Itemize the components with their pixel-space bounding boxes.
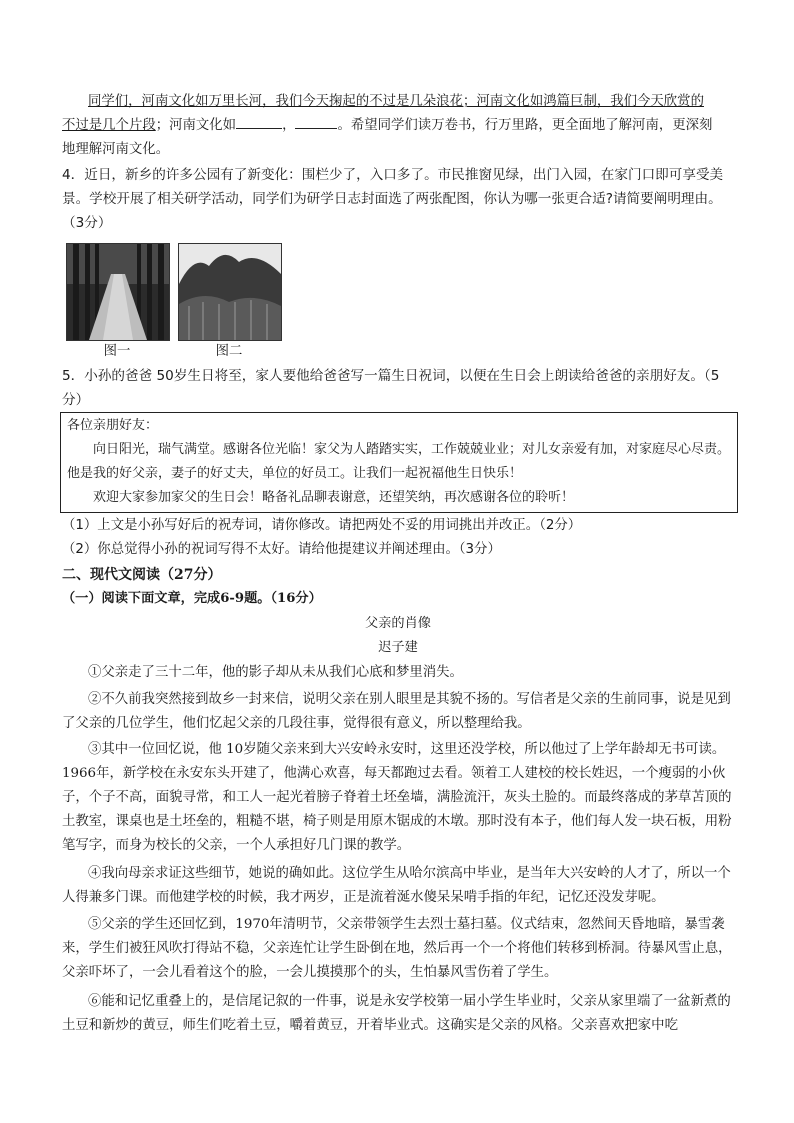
question-5-sub-1: （1）上文是小孙写好后的祝寿词，请你修改。请把两处不妥的用词挑出并改正。（2分） xyxy=(62,518,582,533)
speech-paragraph-1: 向日阳光，瑞气满堂。感谢各位光临！家父为人踏踏实实，工作兢兢业业；对儿女亲爱有加，对家庭尽心尽责。他是我的好父亲，妻子的好丈夫，单位的好员工。让我们一起祝福他生日快乐！ xyxy=(67,442,731,481)
article-paragraph-4: ④我向母亲求证这些细节，她说的确如此。这位学生从哈尔滨高中毕业，是当年大兴安岭的人才了，所以一个人得兼多门课。而他建学校的时候，我才两岁，正是流着涎水傻呆呆啃手指的年纪，记忆还没发芽呢。 xyxy=(62,866,731,905)
q3-underlined-segment: 不过是几个片段 xyxy=(62,118,156,133)
question-5-sub-2: （2）你总觉得小孙的祝词写得不太好。请给他提建议并阐述理由。（3分） xyxy=(62,542,501,557)
section-2-heading: 二、现代文阅读（27分） xyxy=(62,567,222,583)
q3-line1: 同学们，河南文化如万里长河，我们今天掬起的不过是几朵浪花；河南文化如鸿篇巨制，我们今天欣赏的 xyxy=(88,94,704,109)
figure-1-caption: 图一 xyxy=(103,344,131,359)
figure-2-image xyxy=(178,243,282,341)
figure-2-caption: 图二 xyxy=(215,344,243,359)
question-5: 5．小孙的爸爸 50岁生日将至，家人要他给爸爸写一篇生日祝词，以便在生日会上朗读给爸爸的亲朋好友。（5分） xyxy=(62,368,720,408)
answer-blank-2[interactable] xyxy=(295,114,337,129)
q3-line2-c: 。希望同学们读万卷书，行万里路，更全面地了解河南，更深刻 xyxy=(337,118,713,133)
speech-paragraph-2: 欢迎大家参加家父的生日会！略备礼品聊表谢意，还望笑纳，再次感谢各位的聆听！ xyxy=(93,490,575,505)
article-paragraph-6: ⑥能和记忆重叠上的，是信尾记叙的一件事，说是永安学校第一届小学生毕业时，父亲从家里端了一盆新煮的土豆和新炒的黄豆，师生们吃着土豆，嚼着黄豆，开着毕业式。这确实是父亲的风格。父亲喜欢把家中吃 xyxy=(62,994,731,1033)
section-2-subheading: （一）阅读下面文章，完成6-9题。（16分） xyxy=(62,591,322,606)
article-title: 父亲的肖像 xyxy=(365,616,431,631)
figure-1-image xyxy=(66,243,170,341)
question-4: 4．近日，新乡的许多公园有了新变化：围栏少了，入口多了。市民推窗见绿，出门入园，在家门口即可享受美景。学校开展了相关研学活动，同学们为研学日志封面选了两张配图，你认为哪一张更合适?请简要阐明理由。（3分） xyxy=(62,167,724,231)
article-paragraph-1: ①父亲走了三十二年，他的影子却从未从我们心底和梦里消失。 xyxy=(88,665,463,680)
q3-line2-b: ；河南文化如 xyxy=(155,118,237,133)
q3-sep: ， xyxy=(282,118,296,133)
article-paragraph-5: ⑤父亲的学生还回忆到，1970年清明节，父亲带领学生去烈士墓扫墓。仪式结束，忽然间天昏地暗，暴雪袭来，学生们被狂风吹打得站不稳，父亲连忙让学生卧倒在地，然后再一个一个将他们转移到桥洞。待暴风雪止息，父亲吓坏了，一会儿看着这个的脸，一会儿摸摸那个的头，生怕暴风雪伤着了学生。 xyxy=(62,917,732,980)
q3-tail-paragraph xyxy=(62,90,734,162)
article-author: 迟子建 xyxy=(378,640,418,655)
article-paragraph-3: ③其中一位回忆说，他 10岁随父亲来到大兴安岭永安时，这里还没学校，所以他过了上学年龄却无书可读。1966年，新学校在永安东头开建了，他满心欢喜，每天都跑过去看。领着工人建校的校长姓迟，一个瘦弱的小伙子，个子不高，面貌寻常，和工人一起光着膀子脊着土坯垒墙，满脸流汗，灰头土脸的。而最终落成的茅草苫顶的土教室，课桌也是土坯垒的，粗糙不堪，椅子则是用原木锯成的木墩。那时没有本子，他们每人发一块石板，用粉笔写字，而身为校长的父亲，一个人承担好几门课的教学。 xyxy=(62,742,732,853)
speech-greeting: 各位亲朋好友： xyxy=(67,418,159,433)
answer-blank-1[interactable] xyxy=(236,114,282,129)
q3-line3: 地理解河南文化。 xyxy=(62,142,170,157)
birthday-speech-box xyxy=(60,412,738,513)
article-paragraph-2: ②不久前我突然接到故乡一封来信，说明父亲在别人眼里是其貌不扬的。写信者是父亲的生前同事，说是见到了父亲的几位学生，他们忆起父亲的几段往事，觉得很有意义，所以整理给我。 xyxy=(62,692,731,731)
